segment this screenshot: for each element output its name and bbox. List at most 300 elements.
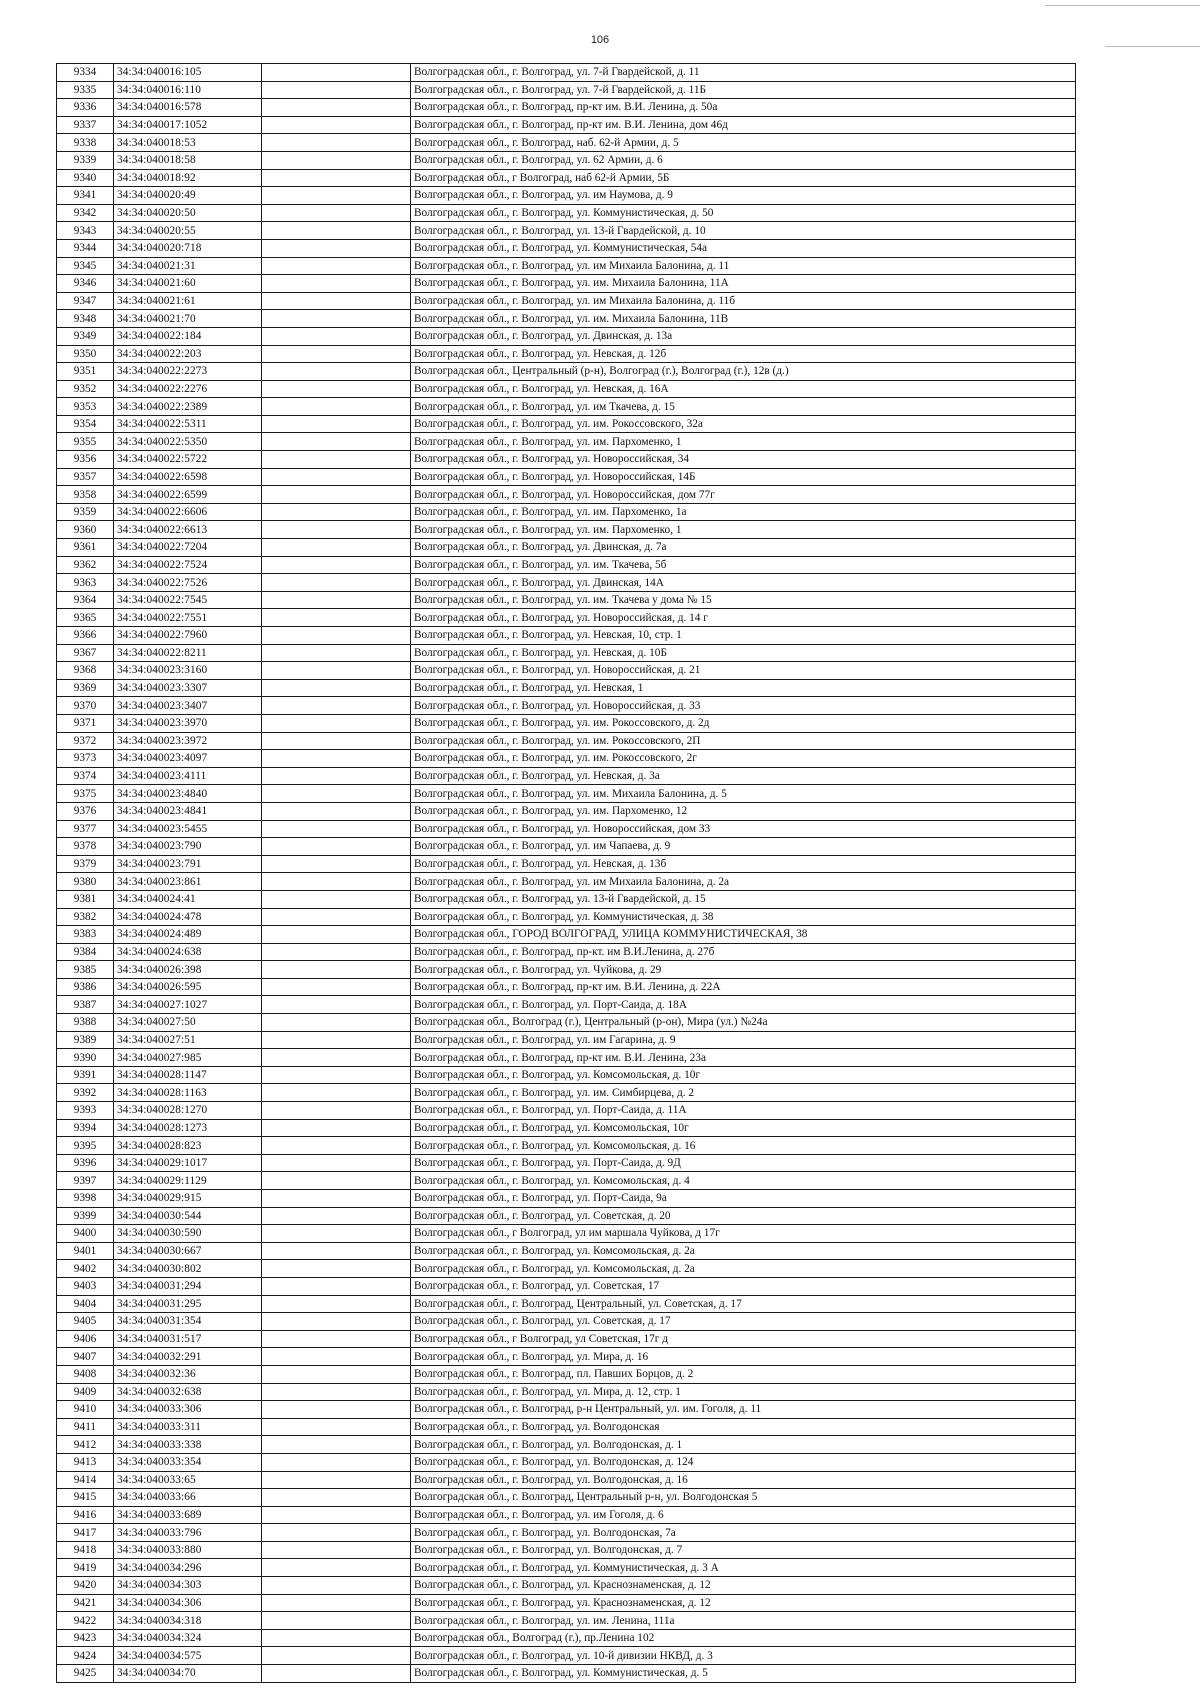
table-row [57, 785, 1076, 803]
table-row [57, 873, 1076, 891]
row-number: 9348 [57, 310, 114, 328]
table-row [57, 943, 1076, 961]
table-row [57, 644, 1076, 662]
row-number: 9337 [57, 116, 114, 134]
address: Волгоградская обл., г. Волгоград, ул. Советская, 17 [411, 1277, 1076, 1295]
row-number: 9403 [57, 1277, 114, 1295]
blank-cell [262, 767, 411, 785]
table-row [57, 451, 1076, 469]
table-row [57, 468, 1076, 486]
cadastral-number: 34:34:040022:7960 [114, 627, 262, 645]
row-number: 9345 [57, 257, 114, 275]
cadastral-number: 34:34:040026:595 [114, 978, 262, 996]
address: Волгоградская обл., г. Волгоград, ул. Советская, д. 17 [411, 1313, 1076, 1331]
cadastral-number: 34:34:040027:985 [114, 1049, 262, 1067]
address: Волгоградская обл., г. Волгоград, ул. Краснознаменская, д. 12 [411, 1594, 1076, 1612]
address: Волгоградская обл., г. Волгоград, ул. им Гагарина, д. 9 [411, 1031, 1076, 1049]
address: Волгоградская обл., г Волгоград, ул Советская, 17г д [411, 1330, 1076, 1348]
table-row [57, 926, 1076, 944]
cadastral-number: 34:34:040021:61 [114, 292, 262, 310]
table-row [57, 116, 1076, 134]
cadastral-number: 34:34:040022:5722 [114, 451, 262, 469]
row-number: 9343 [57, 222, 114, 240]
address: Волгоградская обл., г. Волгоград, ул. Невская, д. 3а [411, 767, 1076, 785]
cadastral-number: 34:34:040022:6599 [114, 486, 262, 504]
cadastral-number: 34:34:040033:338 [114, 1436, 262, 1454]
cadastral-number: 34:34:040023:3307 [114, 679, 262, 697]
address: Волгоградская обл., г. Волгоград, ул. Комсомольская, 10г [411, 1119, 1076, 1137]
table-row [57, 1471, 1076, 1489]
blank-cell [262, 1559, 411, 1577]
address: Волгоградская обл., г. Волгоград, пр-кт. им В.И.Ленина, д. 27б [411, 943, 1076, 961]
row-number: 9425 [57, 1665, 114, 1683]
table-row [57, 908, 1076, 926]
cadastral-number: 34:34:040034:306 [114, 1594, 262, 1612]
blank-cell [262, 521, 411, 539]
table-row [57, 978, 1076, 996]
cadastral-number: 34:34:040022:203 [114, 345, 262, 363]
address: Волгоградская обл., г. Волгоград, ул. Невская, 1 [411, 679, 1076, 697]
cadastral-number: 34:34:040033:66 [114, 1489, 262, 1507]
address: Волгоградская обл., г. Волгоград, ул. им. Михаила Балонина, д. 5 [411, 785, 1076, 803]
blank-cell [262, 679, 411, 697]
blank-cell [262, 398, 411, 416]
blank-cell [262, 1365, 411, 1383]
table-row [57, 1489, 1076, 1507]
cadastral-number: 34:34:040024:489 [114, 926, 262, 944]
table-row [57, 1594, 1076, 1612]
row-number: 9407 [57, 1348, 114, 1366]
cadastral-number: 34:34:040023:5455 [114, 820, 262, 838]
table-row [57, 1365, 1076, 1383]
blank-cell [262, 1577, 411, 1595]
blank-cell [262, 1506, 411, 1524]
blank-cell [262, 99, 411, 117]
table-row [57, 1453, 1076, 1471]
address: Волгоградская обл., г. Волгоград, Центральный, ул. Советская, д. 17 [411, 1295, 1076, 1313]
cadastral-number: 34:34:040023:3972 [114, 732, 262, 750]
register-table [56, 63, 1076, 1683]
address: Волгоградская обл., г. Волгоград, ул. им. Пархоменко, 1 [411, 433, 1076, 451]
blank-cell [262, 1084, 411, 1102]
address: Волгоградская обл., г. Волгоград, ул. 7-й Гвардейской, д. 11 [411, 64, 1076, 82]
blank-cell [262, 627, 411, 645]
blank-cell [262, 1277, 411, 1295]
blank-cell [262, 961, 411, 979]
table-row [57, 81, 1076, 99]
cadastral-number: 34:34:040022:7524 [114, 556, 262, 574]
cadastral-number: 34:34:040034:70 [114, 1665, 262, 1683]
blank-cell [262, 855, 411, 873]
cadastral-number: 34:34:040024:41 [114, 890, 262, 908]
table-row [57, 574, 1076, 592]
row-number: 9380 [57, 873, 114, 891]
blank-cell [262, 451, 411, 469]
cadastral-number: 34:34:040022:6613 [114, 521, 262, 539]
table-row [57, 820, 1076, 838]
blank-cell [262, 415, 411, 433]
blank-cell [262, 1049, 411, 1067]
row-number: 9361 [57, 539, 114, 557]
row-number: 9405 [57, 1313, 114, 1331]
row-number: 9399 [57, 1207, 114, 1225]
table-row [57, 486, 1076, 504]
blank-cell [262, 1225, 411, 1243]
address: Волгоградская обл., г. Волгоград, ул. 10-й дивизии НКВД, д. 3 [411, 1647, 1076, 1665]
blank-cell [262, 996, 411, 1014]
blank-cell [262, 239, 411, 257]
row-number: 9366 [57, 627, 114, 645]
blank-cell [262, 1066, 411, 1084]
cadastral-number: 34:34:040021:31 [114, 257, 262, 275]
blank-cell [262, 187, 411, 205]
row-number: 9351 [57, 363, 114, 381]
cadastral-number: 34:34:040032:36 [114, 1365, 262, 1383]
blank-cell [262, 257, 411, 275]
blank-cell [262, 1348, 411, 1366]
address: Волгоградская обл., г. Волгоград, ул. им. Пархоменко, 1 [411, 521, 1076, 539]
row-number: 9398 [57, 1190, 114, 1208]
row-number: 9381 [57, 890, 114, 908]
table-row [57, 1647, 1076, 1665]
row-number: 9409 [57, 1383, 114, 1401]
address: Волгоградская обл., г. Волгоград, ул. Порт-Саида, д. 18А [411, 996, 1076, 1014]
address: Волгоградская обл., г. Волгоград, ул. Новороссийская, д. 33 [411, 697, 1076, 715]
cadastral-number: 34:34:040033:354 [114, 1453, 262, 1471]
blank-cell [262, 81, 411, 99]
cadastral-number: 34:34:040022:7551 [114, 609, 262, 627]
blank-cell [262, 1031, 411, 1049]
table-row [57, 1665, 1076, 1683]
row-number: 9344 [57, 239, 114, 257]
address: Волгоградская обл., г. Волгоград, ул. Волгодонская, д. 124 [411, 1453, 1076, 1471]
address: Волгоградская обл., г. Волгоград, ул. им Ткачева, д. 15 [411, 398, 1076, 416]
table-row [57, 591, 1076, 609]
cadastral-number: 34:34:040022:7545 [114, 591, 262, 609]
blank-cell [262, 169, 411, 187]
address: Волгоградская обл., г. Волгоград, ул. Невская, д. 13б [411, 855, 1076, 873]
cadastral-number: 34:34:040033:311 [114, 1418, 262, 1436]
blank-cell [262, 468, 411, 486]
cadastral-number: 34:34:040029:915 [114, 1190, 262, 1208]
address: Волгоградская обл., г. Волгоград, ул. им Гоголя, д. 6 [411, 1506, 1076, 1524]
blank-cell [262, 1436, 411, 1454]
cadastral-number: 34:34:040023:4097 [114, 750, 262, 768]
table-row [57, 415, 1076, 433]
address: Волгоградская обл., г. Волгоград, наб. 62-й Армии, д. 5 [411, 134, 1076, 152]
table-row [57, 1225, 1076, 1243]
cadastral-number: 34:34:040016:110 [114, 81, 262, 99]
table-row [57, 539, 1076, 557]
row-number: 9352 [57, 380, 114, 398]
row-number: 9374 [57, 767, 114, 785]
table-row [57, 64, 1076, 82]
address: Волгоградская обл., г. Волгоград, пл. Павших Борцов, д. 2 [411, 1365, 1076, 1383]
address: Волгоградская обл., г. Волгоград, ул. им Михаила Балонина, д. 2а [411, 873, 1076, 891]
blank-cell [262, 1401, 411, 1419]
table-row [57, 1084, 1076, 1102]
cadastral-number: 34:34:040027:51 [114, 1031, 262, 1049]
cadastral-number: 34:34:040033:65 [114, 1471, 262, 1489]
blank-cell [262, 310, 411, 328]
cadastral-number: 34:34:040032:638 [114, 1383, 262, 1401]
row-number: 9359 [57, 503, 114, 521]
row-number: 9370 [57, 697, 114, 715]
address: Волгоградская обл., г. Волгоград, ул. Невская, д. 16А [411, 380, 1076, 398]
row-number: 9416 [57, 1506, 114, 1524]
blank-cell [262, 134, 411, 152]
blank-cell [262, 908, 411, 926]
table-row [57, 1313, 1076, 1331]
cadastral-number: 34:34:040031:354 [114, 1313, 262, 1331]
address: Волгоградская обл., г. Волгоград, ул. им. Ткачева у дома № 15 [411, 591, 1076, 609]
cadastral-number: 34:34:040020:50 [114, 204, 262, 222]
row-number: 9383 [57, 926, 114, 944]
cadastral-number: 34:34:040031:517 [114, 1330, 262, 1348]
row-number: 9410 [57, 1401, 114, 1419]
scan-edge-line [1045, 5, 1200, 6]
table-row [57, 345, 1076, 363]
row-number: 9391 [57, 1066, 114, 1084]
row-number: 9349 [57, 327, 114, 345]
cadastral-number: 34:34:040031:294 [114, 1277, 262, 1295]
address: Волгоградская обл., Волгоград (г.), Центральный (р-он), Мира (ул.) №24а [411, 1014, 1076, 1032]
address: Волгоградская обл., г. Волгоград, ул. Новороссийская, д. 21 [411, 662, 1076, 680]
table-row [57, 1330, 1076, 1348]
row-number: 9341 [57, 187, 114, 205]
blank-cell [262, 327, 411, 345]
address: Волгоградская обл., г. Волгоград, ул. им. Симбирцева, д. 2 [411, 1084, 1076, 1102]
blank-cell [262, 1489, 411, 1507]
address: Волгоградская обл., г. Волгоград, р-н Центральный, ул. им. Гоголя, д. 11 [411, 1401, 1076, 1419]
row-number: 9385 [57, 961, 114, 979]
cadastral-number: 34:34:040022:6598 [114, 468, 262, 486]
row-number: 9417 [57, 1524, 114, 1542]
blank-cell [262, 345, 411, 363]
row-number: 9413 [57, 1453, 114, 1471]
cadastral-number: 34:34:040028:1147 [114, 1066, 262, 1084]
cadastral-number: 34:34:040024:638 [114, 943, 262, 961]
blank-cell [262, 662, 411, 680]
cadastral-number: 34:34:040033:880 [114, 1541, 262, 1559]
address: Волгоградская обл., г. Волгоград, ул. Мира, д. 16 [411, 1348, 1076, 1366]
address: Волгоградская обл., г. Волгоград, ул. Волгодонская, д. 1 [411, 1436, 1076, 1454]
table-row [57, 1577, 1076, 1595]
cadastral-number: 34:34:040018:92 [114, 169, 262, 187]
address: Волгоградская обл., г. Волгоград, ул. Коммунистическая, д. 38 [411, 908, 1076, 926]
row-number: 9336 [57, 99, 114, 117]
address: Волгоградская обл., г. Волгоград, ул. им. Ткачева, 5б [411, 556, 1076, 574]
row-number: 9373 [57, 750, 114, 768]
address: Волгоградская обл., г. Волгоград, ул. Волгодонская, д. 7 [411, 1541, 1076, 1559]
address: Волгоградская обл., г. Волгоград, ул. им. Рокоссовского, д. 2д [411, 714, 1076, 732]
row-number: 9389 [57, 1031, 114, 1049]
cadastral-number: 34:34:040023:3407 [114, 697, 262, 715]
blank-cell [262, 556, 411, 574]
table-row [57, 1418, 1076, 1436]
blank-cell [262, 1242, 411, 1260]
table-row [57, 1383, 1076, 1401]
row-number: 9376 [57, 802, 114, 820]
address: Волгоградская обл., г. Волгоград, ул. 62 Армии, д. 6 [411, 151, 1076, 169]
address: Волгоградская обл., г. Волгоград, ул. Комсомольская, д. 2а [411, 1242, 1076, 1260]
blank-cell [262, 1207, 411, 1225]
address: Волгоградская обл., г. Волгоград, ул. Невская, д. 12б [411, 345, 1076, 363]
table-row [57, 1506, 1076, 1524]
blank-cell [262, 1330, 411, 1348]
address: Волгоградская обл., г. Волгоград, ул. им Михаила Балонина, д. 11б [411, 292, 1076, 310]
row-number: 9334 [57, 64, 114, 82]
cadastral-number: 34:34:040034:575 [114, 1647, 262, 1665]
cadastral-number: 34:34:040022:8211 [114, 644, 262, 662]
address: Волгоградская обл., г. Волгоград, ул. Волгодонская, д. 16 [411, 1471, 1076, 1489]
table-row [57, 327, 1076, 345]
address: Волгоградская обл., г. Волгоград, ул. им. Пархоменко, 1а [411, 503, 1076, 521]
blank-cell [262, 116, 411, 134]
table-row [57, 767, 1076, 785]
blank-cell [262, 1612, 411, 1630]
table-row [57, 1031, 1076, 1049]
row-number: 9335 [57, 81, 114, 99]
table-row [57, 99, 1076, 117]
address: Волгоградская обл., г. Волгоград, ул. 13-й Гвардейской, д. 10 [411, 222, 1076, 240]
row-number: 9386 [57, 978, 114, 996]
address: Волгоградская обл., г. Волгоград, ул. Комсомольская, д. 16 [411, 1137, 1076, 1155]
blank-cell [262, 1172, 411, 1190]
row-number: 9339 [57, 151, 114, 169]
row-number: 9372 [57, 732, 114, 750]
blank-cell [262, 802, 411, 820]
cadastral-number: 34:34:040020:55 [114, 222, 262, 240]
table-row [57, 890, 1076, 908]
cadastral-number: 34:34:040023:790 [114, 838, 262, 856]
table-row [57, 732, 1076, 750]
row-number: 9364 [57, 591, 114, 609]
address: Волгоградская обл., г. Волгоград, ул. Новороссийская, д. 14 г [411, 609, 1076, 627]
address: Волгоградская обл., г. Волгоград, ул. Комсомольская, д. 4 [411, 1172, 1076, 1190]
cadastral-number: 34:34:040022:184 [114, 327, 262, 345]
blank-cell [262, 1524, 411, 1542]
blank-cell [262, 574, 411, 592]
table-row [57, 1612, 1076, 1630]
table-row [57, 275, 1076, 293]
cadastral-number: 34:34:040028:1163 [114, 1084, 262, 1102]
cadastral-number: 34:34:040016:578 [114, 99, 262, 117]
blank-cell [262, 978, 411, 996]
table-row [57, 1348, 1076, 1366]
address: Волгоградская обл., Центральный (р-н), Волгоград (г.), Волгоград (г.), 12в (д.) [411, 363, 1076, 381]
cadastral-number: 34:34:040033:306 [114, 1401, 262, 1419]
table-row [57, 1436, 1076, 1454]
blank-cell [262, 820, 411, 838]
table-row [57, 662, 1076, 680]
row-number: 9401 [57, 1242, 114, 1260]
cadastral-number: 34:34:040023:861 [114, 873, 262, 891]
row-number: 9402 [57, 1260, 114, 1278]
blank-cell [262, 697, 411, 715]
address: Волгоградская обл., г. Волгоград, ул. Новороссийская, 34 [411, 451, 1076, 469]
table-row [57, 187, 1076, 205]
cadastral-number: 34:34:040032:291 [114, 1348, 262, 1366]
address: Волгоградская обл., г. Волгоград, ул. им. Рокоссовского, 2П [411, 732, 1076, 750]
blank-cell [262, 292, 411, 310]
address: Волгоградская обл., г. Волгоград, ул. им. Ленина, 111а [411, 1612, 1076, 1630]
blank-cell [262, 1383, 411, 1401]
row-number: 9422 [57, 1612, 114, 1630]
address: Волгоградская обл., г. Волгоград, ул. Новороссийская, 14Б [411, 468, 1076, 486]
address: Волгоградская обл., г Волгоград, ул им маршала Чуйкова, д 17г [411, 1225, 1076, 1243]
blank-cell [262, 380, 411, 398]
address: Волгоградская обл., г. Волгоград, ул. Чуйкова, д. 29 [411, 961, 1076, 979]
address: Волгоградская обл., г. Волгоград, ул. Волгодонская, 7а [411, 1524, 1076, 1542]
blank-cell [262, 926, 411, 944]
table-row [57, 1119, 1076, 1137]
row-number: 9358 [57, 486, 114, 504]
row-number: 9412 [57, 1436, 114, 1454]
blank-cell [262, 1647, 411, 1665]
row-number: 9423 [57, 1629, 114, 1647]
table-row [57, 204, 1076, 222]
blank-cell [262, 275, 411, 293]
address: Волгоградская обл., г. Волгоград, ул. Комсомольская, д. 2а [411, 1260, 1076, 1278]
cadastral-number: 34:34:040021:70 [114, 310, 262, 328]
address: Волгоградская обл., г. Волгоград, ул. Двинская, д. 13а [411, 327, 1076, 345]
blank-cell [262, 1313, 411, 1331]
blank-cell [262, 204, 411, 222]
table-row [57, 802, 1076, 820]
row-number: 9415 [57, 1489, 114, 1507]
cadastral-number: 34:34:040034:303 [114, 1577, 262, 1595]
address: Волгоградская обл., г. Волгоград, ул. Коммунистическая, д. 3 А [411, 1559, 1076, 1577]
table-row [57, 134, 1076, 152]
cadastral-number: 34:34:040023:4841 [114, 802, 262, 820]
blank-cell [262, 1190, 411, 1208]
cadastral-number: 34:34:040023:791 [114, 855, 262, 873]
row-number: 9371 [57, 714, 114, 732]
blank-cell [262, 644, 411, 662]
cadastral-number: 34:34:040030:667 [114, 1242, 262, 1260]
cadastral-number: 34:34:040027:50 [114, 1014, 262, 1032]
address: Волгоградская обл., г. Волгоград, пр-кт им. В.И. Ленина, д. 22А [411, 978, 1076, 996]
address: Волгоградская обл., г. Волгоград, ул. им. Пархоменко, 12 [411, 802, 1076, 820]
blank-cell [262, 1471, 411, 1489]
address: Волгоградская обл., г. Волгоград, ул. Краснознаменская, д. 12 [411, 1577, 1076, 1595]
address: Волгоградская обл., г. Волгоград, ул. Мира, д. 12, стр. 1 [411, 1383, 1076, 1401]
address: Волгоградская обл., г. Волгоград, ул. Невская, д. 10Б [411, 644, 1076, 662]
blank-cell [262, 1102, 411, 1120]
address: Волгоградская обл., г. Волгоград, ул. Порт-Саида, 9а [411, 1190, 1076, 1208]
row-number: 9342 [57, 204, 114, 222]
address: Волгоградская обл., г. Волгоград, ул. 13-й Гвардейской, д. 15 [411, 890, 1076, 908]
row-number: 9340 [57, 169, 114, 187]
cadastral-number: 34:34:040016:105 [114, 64, 262, 82]
blank-cell [262, 1629, 411, 1647]
table-row [57, 521, 1076, 539]
row-number: 9355 [57, 433, 114, 451]
row-number: 9395 [57, 1137, 114, 1155]
table-row [57, 1049, 1076, 1067]
table-row [57, 1629, 1076, 1647]
row-number: 9360 [57, 521, 114, 539]
address: Волгоградская обл., г. Волгоград, ул. Комсомольская, д. 10г [411, 1066, 1076, 1084]
cadastral-number: 34:34:040033:796 [114, 1524, 262, 1542]
blank-cell [262, 714, 411, 732]
page-number: 106 [590, 34, 610, 46]
register-table-body [57, 64, 1076, 1683]
row-number: 9378 [57, 838, 114, 856]
table-row [57, 1559, 1076, 1577]
table-row [57, 679, 1076, 697]
